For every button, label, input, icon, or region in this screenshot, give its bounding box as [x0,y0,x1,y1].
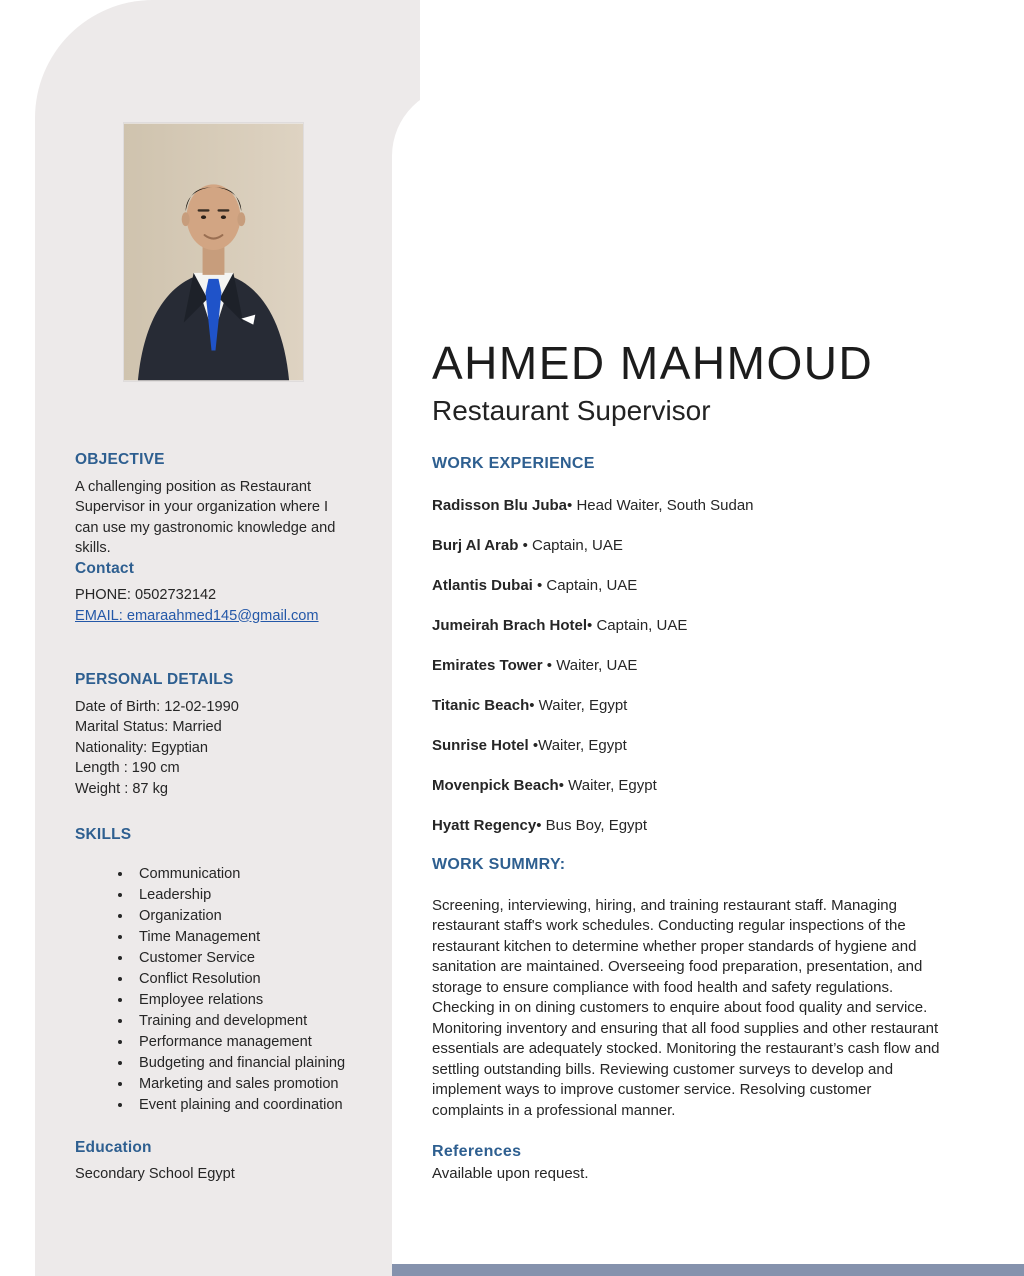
skills-heading: SKILLS [75,826,132,844]
experience-item [432,655,956,676]
skill-item: • Event plaining and coordination [133,1095,347,1116]
nationality-text: Nationality: Egyptian [75,739,209,756]
experience-item [432,575,956,596]
skill-item: • Budgeting and financial plaining [133,1053,347,1074]
experience-company: Movenpick Beach [432,776,559,794]
personal-details-heading: PERSONAL DETAILS [75,671,234,688]
experience-role: • Bus Boy, Egypt [536,816,648,834]
skill-item: • Organization [133,906,347,927]
contact-section [75,559,347,627]
experience-role: • Waiter, UAE [542,656,638,674]
experience-role: • Captain, UAE [532,576,638,594]
experience-item [432,735,956,756]
weight-text: Weight : 87 kg [75,780,169,797]
marital-status-text: Marital Status: Married [75,719,222,736]
skills-list [75,864,347,1116]
skill-item: • Leadership [133,885,347,906]
objective-text: A challenging position as Restaurant Supervisor in your organization where I can use my gastronomic knowledge and skills. [75,478,336,556]
sidebar [75,450,347,1185]
work-summary-heading: WORK SUMMRY: [432,855,566,873]
skill-item: • Performance management [133,1032,347,1053]
footer-bar [392,1264,1024,1276]
phone-text: PHONE: 0502732142 [75,587,217,603]
experience-item [432,815,956,836]
portrait-photo [124,123,303,381]
experience-company: Hyatt Regency [432,816,537,834]
experience-item [432,775,956,796]
experience-company: Jumeirah Brach Hotel [432,616,588,634]
skill-item: • Time Management [133,927,347,948]
experience-item [432,695,956,716]
objective-heading: OBJECTIVE [75,451,165,468]
experience-role: • Captain, UAE [587,616,688,634]
skill-item: • Conflict Resolution [133,969,347,990]
objective-section [75,450,347,559]
contact-heading: Contact [75,559,135,577]
education-heading: Education [75,1138,152,1156]
skill-item: • Training and development [133,1011,347,1032]
candidate-name: AHMED MAHMOUD [432,337,874,389]
portrait-photo-illustration [124,123,303,381]
personal-details-section [75,670,347,799]
experience-company: Emirates Tower [432,656,543,674]
work-summary-text: Screening, interviewing, hiring, and training restaurant staff. Managing restaurant staff's work schedules. Conducting regular inspections of the restaurant kitchen to determine whether proper standards of hygiene and sanitation are maintained. Overseeing food preparation, presentation, and storage to ensure compliance with food health and safety regulations. Checking in on dining customers to enquire about food quality and service. Monitoring inventory and ensuring that all food supplies and other restaurant essentials are adequately stocked. Monitoring the restaurant’s cash flow and settling outstanding bills. Reviewing customer surveys to develop and implement ways to improve customer service. Resolving customer complaints in a professional manner. [432,896,940,1119]
length-text: Length : 190 cm [75,760,180,777]
work-experience-heading: WORK EXPERIENCE [432,454,595,472]
experience-company: Sunrise Hotel [432,736,529,754]
skill-item: • Customer Service [133,948,347,969]
experience-role: • Waiter, Egypt [529,696,628,714]
email-line [75,606,347,627]
experience-company: Titanic Beach [432,696,530,714]
references-text: Available upon request. [432,1165,589,1183]
experience-item [432,615,956,636]
experience-company: Atlantis Dubai [432,576,533,594]
skill-item: • Marketing and sales promotion [133,1074,347,1095]
education-text: Secondary School Egypt [75,1166,235,1183]
experience-item [432,535,956,556]
experience-role: • Head Waiter, South Sudan [567,496,754,514]
date-of-birth-text: Date of Birth: 12-02-1990 [75,698,239,715]
experience-company: Radisson Blu Juba [432,496,568,514]
candidate-title: Restaurant Supervisor [432,394,711,426]
skill-item: • Employee relations [133,990,347,1011]
email-link[interactable]: EMAIL: emaraahmed145@gmail.com [75,607,319,624]
work-experience-list [432,495,956,836]
skills-section [75,825,347,1116]
experience-role: •Waiter, Egypt [528,736,627,754]
experience-role: • Waiter, Egypt [558,776,657,794]
experience-company: Burj Al Arab [432,536,519,554]
references-heading: References [432,1143,522,1161]
education-section [75,1138,347,1185]
main-content [432,338,956,1182]
experience-item [432,495,956,516]
experience-role: • Captain, UAE [518,536,623,554]
skill-item: • Communication [133,864,347,885]
